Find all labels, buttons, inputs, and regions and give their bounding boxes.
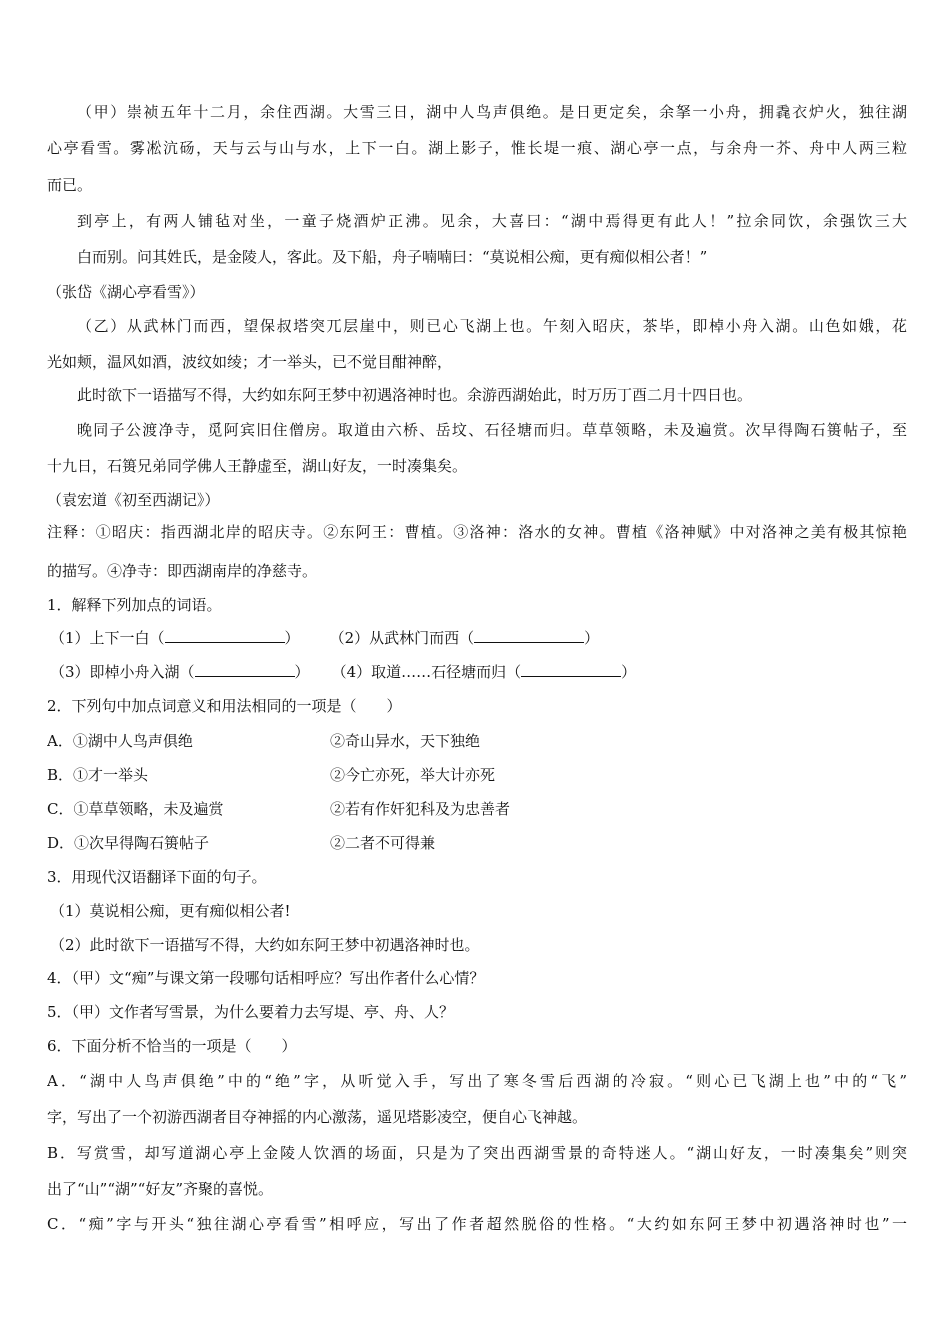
q2-b-part2: ②今亡亦死，举大计亦死: [330, 766, 496, 784]
q3-item2: （2）此时欲下一语描写不得，大约如东阿王梦中初遇洛神时也。: [50, 936, 480, 954]
q2-option-c[interactable]: [47, 798, 907, 820]
q1-item3-close: ）: [294, 663, 310, 681]
q2-a-part1: A．①湖中人鸟声俱绝: [47, 732, 193, 750]
q6-option-a-line2: 字，写出了一个初游西湖者目夺神摇的内心激荡，遥见塔影凌空，便自心飞神越。: [47, 1108, 588, 1126]
q2-d-part2: ②二者不可得兼: [330, 834, 436, 852]
q6-option-a-line1[interactable]: A．“湖中人鸟声俱绝”中的“绝”字，从听觉入手，写出了寒冬雪后西湖的冷寂。“则心已飞湖上也”中的“飞”: [47, 1072, 907, 1090]
q2-a-part2: ②奇山异水，天下独绝: [330, 732, 481, 750]
q1-row1: [50, 627, 910, 649]
q1-item3-blank[interactable]: [195, 676, 295, 677]
q1-item4-label: （4）取道……石径塘而归（: [331, 663, 522, 681]
yi-p1-line2: 光如颊，温风如酒，波纹如绫；才一举头，已不觉目酣神醉，: [47, 353, 453, 371]
q2-c-part1: C．①草草领略，未及遍赏: [47, 800, 224, 818]
q1-item4-blank[interactable]: [521, 676, 621, 677]
notes-line1: 注释：①昭庆：指西湖北岸的昭庆寺。②东阿王：曹植。③洛神：洛水的女神。曹植《洛神赋》中对洛神之美有极其惊艳: [47, 523, 907, 541]
q2-c-part2: ②若有作奸犯科及为忠善者: [330, 800, 511, 818]
yi-p3-line1: 晚同子公渡净寺，觅阿宾旧住僧房。取道由六桥、岳坟、石径塘而归。草草领略，未及遍赏。次早得陶石篑帖子，至: [77, 421, 907, 439]
q6-option-c-line1[interactable]: C．“痴”字与开头“独往湖心亭看雪”相呼应，写出了作者超然脱俗的性格。“大约如东阿王梦中初遇洛神时也”一: [47, 1215, 907, 1233]
jia-p1-line2: 心亭看雪。雾凇沆砀，天与云与山与水，上下一白。湖上影子，惟长堤一痕、湖心亭一点，与余舟一芥、舟中人两三粒: [47, 139, 907, 157]
q4-stem: 4．（甲）文“痴”与课文第一段哪句话相呼应？写出作者什么心情？: [47, 969, 485, 987]
jia-p1-line3: 而已。: [47, 176, 93, 194]
q6-stem: 6．下面分析不恰当的一项是（ ）: [47, 1037, 297, 1055]
q2-stem: 2．下列句中加点词意义和用法相同的一项是（ ）: [47, 697, 402, 715]
q1-item2-blank[interactable]: [474, 642, 584, 643]
jia-p1-line1: （甲）崇祯五年十二月，余住西湖。大雪三日，湖中人鸟声俱绝。是日更定矣，余拏一小舟，拥毳衣炉火，独往湖: [77, 103, 907, 121]
q2-option-a[interactable]: [47, 730, 907, 752]
q1-item3-label: （3）即棹小舟入湖（: [50, 663, 195, 681]
q6-option-b-line1[interactable]: B．写赏雪，却写道湖心亭上金陵人饮酒的场面，只是为了突出西湖雪景的奇特迷人。“湖山好友，一时凑集矣”则突: [47, 1144, 907, 1162]
yi-p3-line2: 十九日，石篑兄弟同学佛人王静虚至，湖山好友，一时凑集矣。: [47, 457, 468, 475]
jia-p2-line2: 白而别。问其姓氏，是金陵人，客此。及下船，舟子喃喃曰：“莫说相公痴，更有痴似相公者！”: [77, 248, 708, 266]
yi-p2-line1: 此时欲下一语描写不得，大约如东阿王梦中初遇洛神时也。余游西湖始此，时万历丁酉二月十四日也。: [77, 386, 753, 404]
q1-row2: [50, 661, 910, 683]
q1-stem: 1．解释下列加点的词语。: [47, 596, 222, 614]
q5-stem: 5．（甲）文作者写雪景，为什么要着力去写堤、亭、舟、人？: [47, 1003, 455, 1021]
q1-item2-close: ）: [584, 629, 600, 647]
q3-stem: 3．用现代汉语翻译下面的句子。: [47, 868, 267, 886]
jia-source: （张岱《湖心亭看雪》）: [47, 283, 205, 301]
q1-item1-label: （1）上下一白（: [50, 629, 165, 647]
jia-p2-line1: 到亭上，有两人铺毡对坐，一童子烧酒炉正沸。见余，大喜曰：“湖中焉得更有此人！”拉余同饮，余强饮三大: [77, 212, 907, 230]
notes-line2: 的描写。④净寺：即西湖南岸的净慈寺。: [47, 562, 318, 580]
q2-option-b[interactable]: [47, 764, 907, 786]
q1-item2-label: （2）从武林门而西（: [329, 629, 475, 647]
q1-item1-blank[interactable]: [165, 642, 285, 643]
q1-item1-close: ）: [284, 629, 300, 647]
q1-item4-close: ）: [621, 663, 637, 681]
yi-source: （袁宏道《初至西湖记》）: [47, 491, 220, 509]
q3-item1: （1）莫说相公痴，更有痴似相公者!: [50, 902, 291, 920]
yi-p1-line1: （乙）从武林门而西，望保叔塔突兀层崖中，则已心飞湖上也。午刻入昭庆，茶毕，即棹小舟入湖。山色如娥，花: [77, 317, 907, 335]
q2-option-d[interactable]: [47, 832, 907, 854]
q6-option-b-line2: 出了“山”“湖”“好友”齐聚的喜悦。: [47, 1180, 274, 1198]
q2-b-part1: B．①才一举头: [47, 766, 149, 784]
q2-d-part1: D．①次早得陶石篑帖子: [47, 834, 210, 852]
